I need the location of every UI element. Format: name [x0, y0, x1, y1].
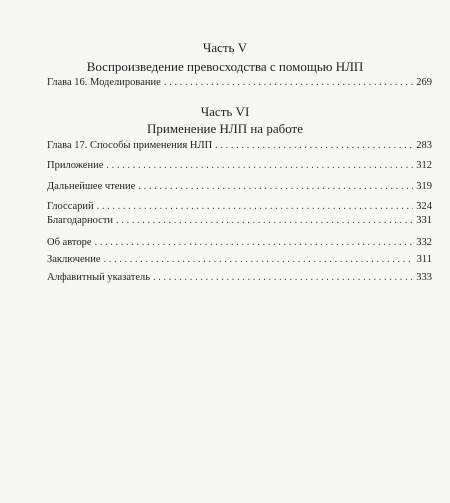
toc-entry-page: 319	[416, 181, 432, 192]
toc-entry-text: Приложение	[47, 160, 104, 171]
toc-entry-page: 311	[416, 254, 432, 265]
toc-entry-text: Глава 16. Моделирование	[47, 77, 161, 88]
toc-entry-further-reading[interactable]	[47, 180, 432, 194]
leader-dots	[153, 271, 413, 285]
leader-dots	[95, 236, 414, 250]
toc-entry-conclusion[interactable]	[47, 253, 432, 267]
part-5-label: Часть V	[202, 40, 248, 55]
part-6-label: Часть VI	[200, 104, 250, 119]
toc-entry-chapter-17[interactable]	[47, 139, 432, 153]
toc-entry-text: Глоссарий	[47, 201, 94, 212]
part-6-heading	[0, 104, 450, 137]
leader-dots	[104, 253, 414, 267]
toc-entry-page: 333	[416, 272, 432, 283]
leader-dots	[97, 200, 414, 214]
toc-entry-glossary[interactable]	[47, 200, 432, 214]
toc-entry-text: Об авторе	[47, 237, 92, 248]
leader-dots	[164, 76, 413, 90]
toc-entry-acknowledgements[interactable]	[47, 214, 432, 228]
toc-entry-page: 269	[416, 77, 432, 88]
leader-dots	[215, 139, 413, 153]
toc-entry-appendix[interactable]	[47, 159, 432, 173]
toc-entry-text: Дальнейшее чтение	[47, 181, 136, 192]
part-5-heading	[0, 40, 450, 75]
toc-entry-page: 312	[416, 160, 432, 171]
toc-entry-page: 283	[416, 140, 432, 151]
toc-entry-page: 331	[416, 215, 432, 226]
toc-entry-page: 332	[416, 237, 432, 248]
toc-entry-page: 324	[416, 201, 432, 212]
part-6-title: Применение НЛП на работе	[147, 121, 303, 136]
toc-entry-text: Глава 17. Способы применения НЛП	[47, 140, 213, 151]
toc-entry-text: Благодарности	[47, 215, 114, 226]
toc-entry-text: Заключение	[47, 254, 101, 265]
leader-dots	[106, 159, 413, 173]
toc-entry-about-author[interactable]	[47, 236, 432, 250]
toc-entry-text: Алфавитный указатель	[47, 272, 151, 283]
toc-entry-index[interactable]	[47, 271, 432, 285]
part-5-title: Воспроизведение превосходства с помощью НЛП	[86, 59, 364, 74]
leader-dots	[138, 180, 413, 194]
toc-entry-chapter-16[interactable]	[47, 76, 432, 90]
leader-dots	[116, 214, 413, 228]
